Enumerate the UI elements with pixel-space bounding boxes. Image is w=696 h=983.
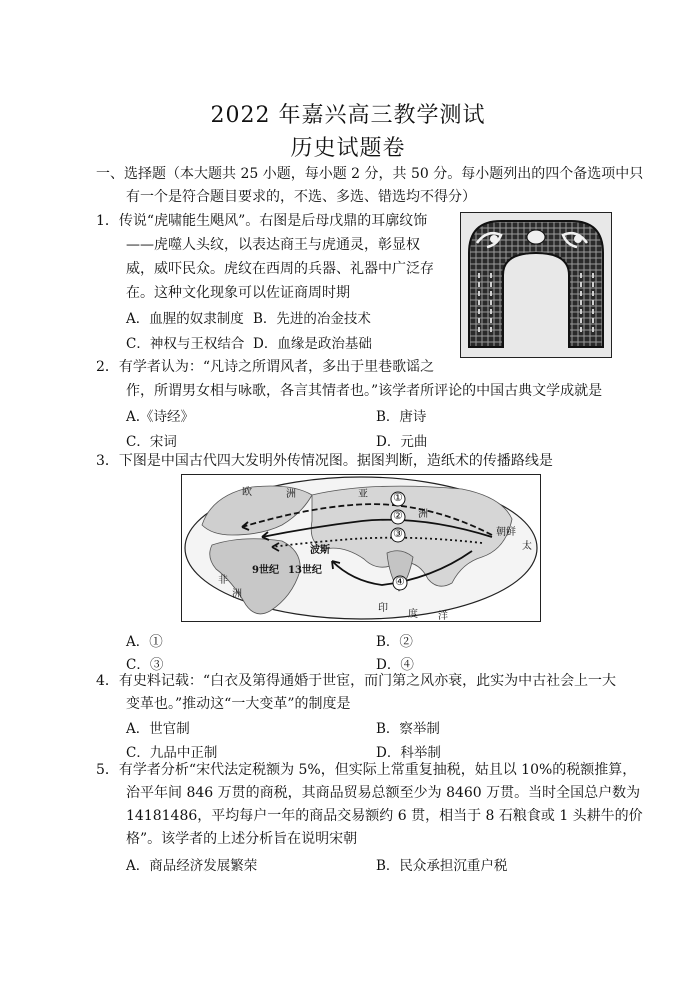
q4-line1: 4．有史料记载：“白衣及第得通婚于世宦，而门第之风亦衰，此实为中古社会上一大 [96,673,617,689]
map-label-indian-ocean-1: 印 [378,603,388,614]
map-label-africa-1: 非 [218,575,228,586]
q1-option-d[interactable]: D．血缘是政治基础 [253,336,372,352]
q4-option-c[interactable]: C．九品中正制 [126,745,218,761]
q3-option-d[interactable]: D．④ [376,657,414,673]
bronze-tiger-pattern-icon [460,212,612,358]
q5-option-a[interactable]: A．商品经济发展繁荣 [126,858,258,874]
map-route-1: ① [393,491,403,504]
q5-line4: 格”。该学者的上述分析旨在说明宋朝 [126,831,358,847]
map-label-pacific: 太 [522,541,532,552]
exam-title: 2022 年嘉兴高三教学测试 [210,103,486,128]
map-label-asia-1: 亚 [358,489,368,500]
map-label-africa-2: 洲 [232,589,242,600]
q2-line1: 2．有学者认为：“凡诗之所谓风者，多出于里巷歌谣之 [96,359,435,375]
q5-option-b[interactable]: B．民众承担沉重户税 [376,858,508,874]
four-inventions-map [181,474,541,622]
q4-option-b[interactable]: B．察举制 [376,721,440,737]
section-instruction-line2: 有一个是符合题目要求的，不选、多选、错选均不得分） [126,189,476,205]
exam-subtitle: 历史试题卷 [290,136,406,161]
map-label-9th-century: 9世纪 [252,565,279,576]
q5-line1: 5．有学者分析“宋代法定税额为 5%，但实际上常重复抽税，姑且以 10%的税额推算， [96,762,637,778]
q4-option-a[interactable]: A．世官制 [126,721,190,737]
map-route-2: ② [393,509,403,522]
q5-line3: 14181486，平均每户一年的商品交易额约 6 贯，相当于 8 石粮食或 1 头耕牛的价 [126,808,643,824]
q3-option-a[interactable]: A．① [126,634,163,650]
q2-line2: 作，所谓男女相与咏歌，各言其情者也。”该学者所评论的中国古典文学成就是 [126,383,603,399]
q2-option-c[interactable]: C．宋词 [126,434,177,450]
q5-line2: 治平年间 846 万贯的商税，其商品贸易总额至少为 8460 万贯。当时全国总户数为 [126,785,641,801]
map-label-asia-2: 洲 [418,509,428,520]
map-label-europe-1: 欧 [242,487,252,498]
q1-line1: 1．传说“虎啸能生飓风”。右图是后母戊鼎的耳廓纹饰 [96,213,428,229]
map-label-europe-2: 洲 [286,489,296,500]
map-route-4: ④ [395,575,405,588]
q4-line2: 变革也。”推动这“一大变革”的制度是 [126,696,351,712]
q1-line3: 威，威吓民众。虎纹在西周的兵器、礼器中广泛存 [126,261,434,277]
q3-option-c[interactable]: C．③ [126,657,164,673]
q1-line2: ——虎噬人头纹，以表达商王与虎通灵，彰显权 [126,237,420,253]
map-label-korea: 朝鲜 [496,527,516,538]
q2-option-d[interactable]: D．元曲 [376,434,428,450]
q4-option-d[interactable]: D．科举制 [376,745,441,761]
map-label-persia: 波斯 [310,545,330,556]
map-route-3: ③ [393,527,403,540]
map-label-13th-century: 13世纪 [288,565,322,576]
q1-line4: 在。这种文化现象可以佐证商周时期 [126,285,350,301]
q1-option-a[interactable]: A．血腥的奴隶制度 [126,311,244,327]
q2-option-a[interactable]: A.《诗经》 [126,409,195,425]
section-instruction-line1: 一、选择题（本大题共 25 小题，每小题 2 分，共 50 分。每小题列出的四个备选项中只 [96,166,644,182]
q1-option-b[interactable]: B．先进的冶金技术 [253,311,371,327]
map-label-indian-ocean-3: 洋 [438,611,448,622]
map-label-indian-ocean-2: 度 [408,609,418,620]
q1-option-c[interactable]: C．神权与王权结合 [126,336,245,352]
q3-line1: 3．下图是中国古代四大发明外传情况图。据图判断，造纸术的传播路线是 [96,453,553,469]
q2-option-b[interactable]: B．唐诗 [376,409,427,425]
q3-option-b[interactable]: B．② [376,634,413,650]
